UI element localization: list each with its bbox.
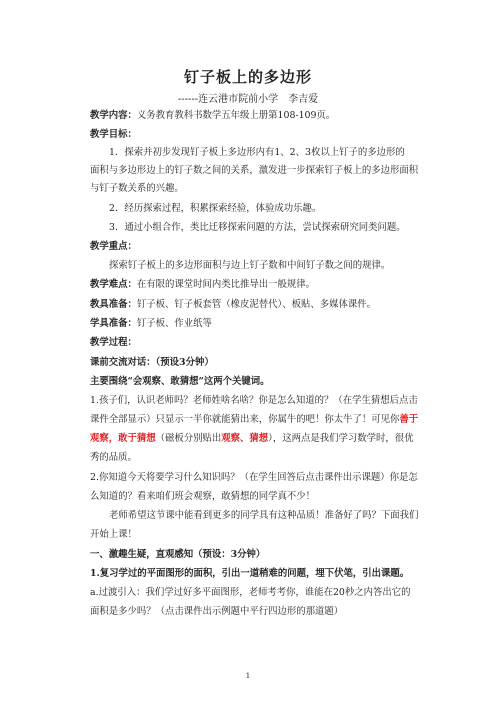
key-points-text: 探索钉子板上的多边形面积与边上钉子数和中间钉子数之间的规律。: [109, 260, 391, 271]
teaching-content-text: 义务教育教科书数学五年级上册第108-109页。: [136, 110, 336, 121]
student-prep: [90, 316, 420, 333]
pre-class-heading: 课前交流对话：（预设3分钟）: [90, 357, 214, 368]
page-number: 1: [245, 672, 251, 680]
document-subtitle: ------连云港市院前小学 李吉爱: [177, 94, 319, 105]
document-title: 钉子板上的多边形: [183, 68, 312, 86]
pre-class-p1-line-4: 秀的品质。: [90, 452, 137, 463]
pre-class-p1-line-3-mid: （磁板分别贴出: [155, 433, 222, 444]
difficulties: [90, 277, 420, 294]
pre-class-p1-line-2: [90, 412, 420, 429]
pre-class-focus: 主要围绕“会观察、敢猜想”这两个关键词。: [90, 376, 270, 387]
difficulties-text: 在有限的课堂时间内类比推导出一般规律。: [136, 279, 316, 290]
difficulties-label: 教学难点：: [90, 279, 137, 290]
pre-class-p1-line-3: [90, 431, 420, 448]
goal-1-line-1: 1．探索并初步发现钉子板上多边形内有1、2、3枚以上钉子的多边形的: [109, 147, 405, 158]
pre-class-p1-line-2-text: 课件全部显示）只显示一半你就能猜出来，你属牛的吧！你太牛了！可见你: [90, 414, 400, 425]
part-1-heading: 一、激趣生疑，直观感知（预设：3分钟）: [90, 549, 266, 560]
pre-class-p2-line-2: 么知道的？看来咱们班会观察，敢猜想的同学真不少！: [90, 491, 316, 502]
pre-class-p1-line-3-end: ），这两点是我们学习数学时，很优: [268, 433, 414, 444]
teacher-prep-text: 钉子板、钉子板套管（橡皮泥替代）、板贴、多媒体课件。: [136, 299, 376, 310]
goals-label: 教学目标：: [90, 129, 137, 140]
student-prep-text: 钉子板、作业纸等: [136, 318, 212, 329]
pre-class-p3-line-1: 老师希望这节课中能看到更多的同学具有这种品质！准备好了吗？下面我们: [109, 510, 419, 521]
process-label: 教学过程：: [90, 337, 137, 348]
part-1-a-line-1: a.过渡引入：我们学过好多平面图形，老师考考你，谁能在20秒之内答出它的: [90, 587, 411, 598]
teacher-prep: [90, 297, 420, 314]
teacher-prep-label: 教具准备：: [90, 299, 137, 310]
goal-3: 3．通过小组合作，类比迁移探索问题的方法，尝试探索研究同类问题。: [109, 222, 406, 233]
teaching-content-label: 教学内容：: [90, 110, 137, 121]
part-1-subheading: 1.复习学过的平面图形的面积，引出一道稍难的问题，埋下伏笔，引出课题。: [90, 568, 410, 579]
teaching-content: [90, 108, 420, 125]
goal-1-line-3: 与钉子数关系的兴趣。: [90, 183, 184, 194]
pre-class-p3-line-2: 开始上课！: [90, 529, 137, 540]
pre-class-p1-line-1: 1.孩子们，认识老师吗？老师姓啥名啥？你是怎么知道的？（在学生猜想后点击: [90, 395, 418, 406]
highlight-good-at: 善于: [399, 414, 419, 425]
pre-class-p2-line-1: 2.你知道今天将要学习什么知识吗？（在学生回答后点击课件出示课题）你是怎: [90, 472, 418, 483]
key-points-label: 教学重点：: [90, 241, 137, 252]
part-1-a-line-2: 面积是多少吗？（点击课件出示例题中平行四边形的那道题）: [90, 606, 344, 617]
highlight-observe-guess: 观察，敢于猜想: [90, 433, 156, 444]
highlight-board-words: 观察、猜想: [221, 433, 269, 444]
goal-1-line-2: 面积与多边形边上的钉子数之间的关系，激发进一步探索钉子板上的多边形面积: [90, 165, 419, 176]
student-prep-label: 学具准备：: [90, 318, 137, 329]
goal-2: 2．经历探索过程，积累探索经验，体验成功乐趣。: [109, 203, 322, 214]
